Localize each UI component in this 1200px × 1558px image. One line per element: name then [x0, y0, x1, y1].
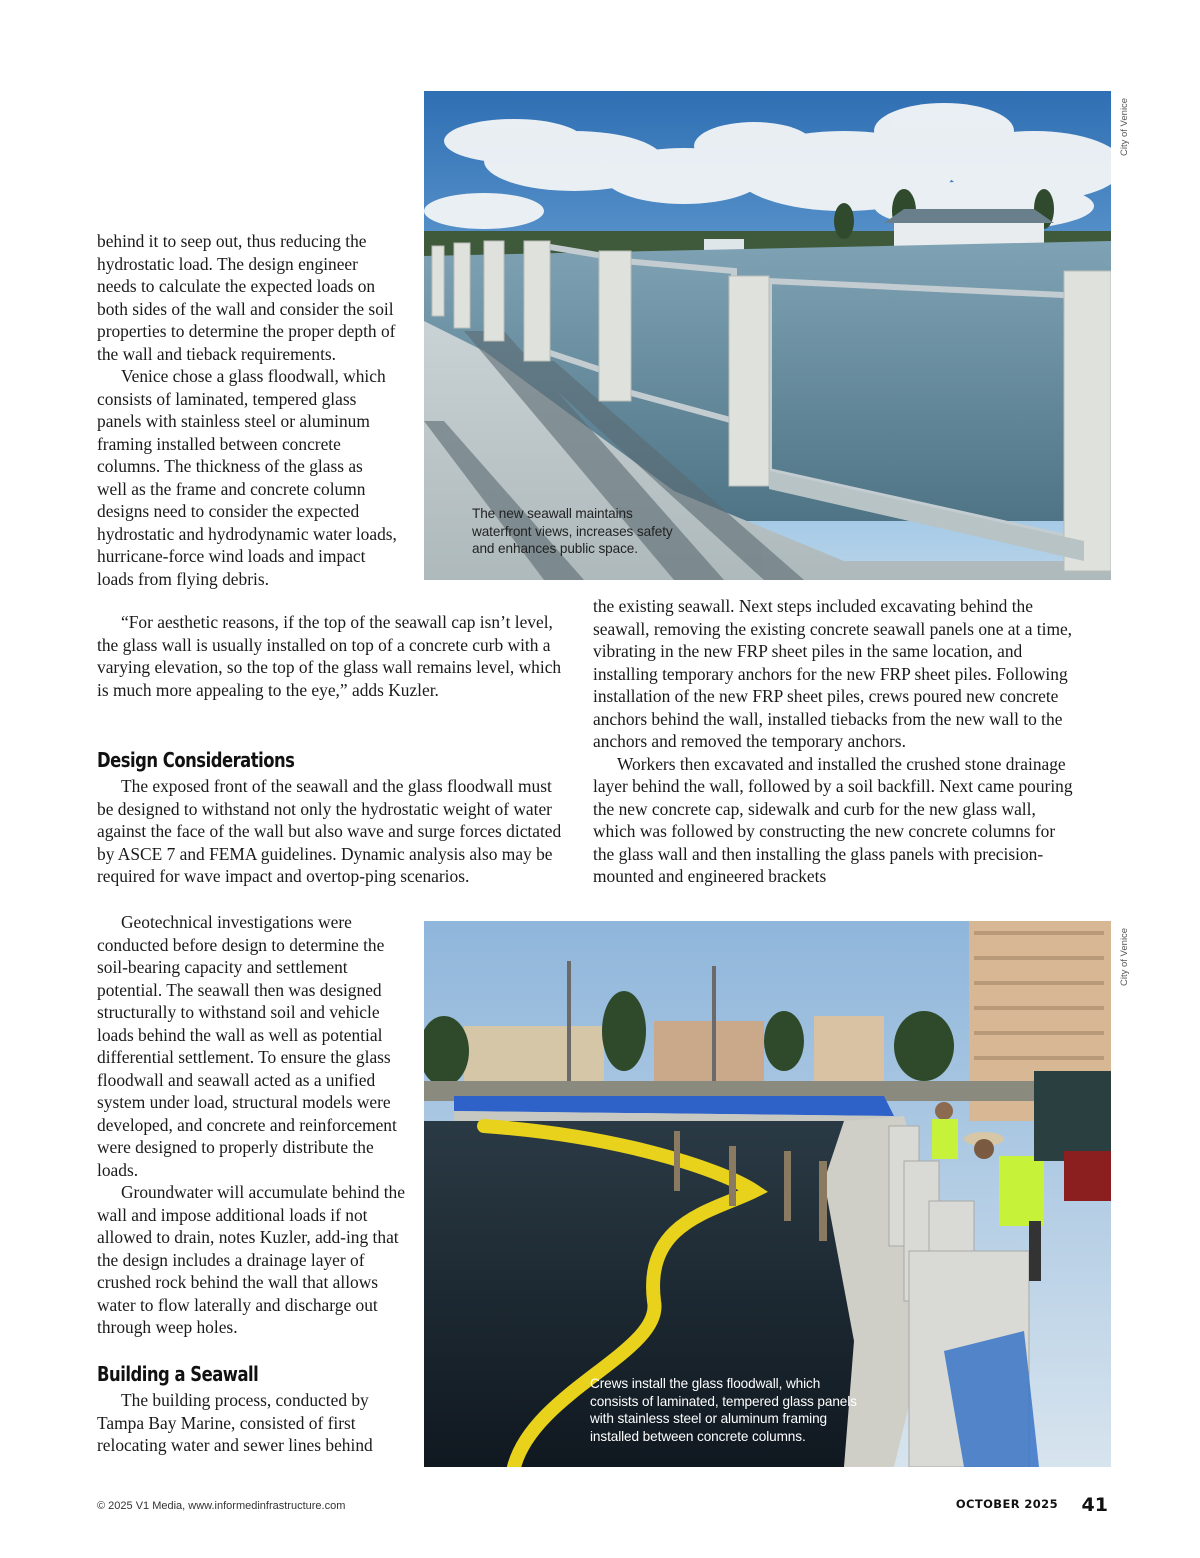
paragraph: behind it to seep out, thus reducing the hydrostatic load. The design engineer needs to calculate the expected loads on both sides of the wall and consider the soil properties to determine the proper depth of the wall and tieback requirements. — [97, 231, 396, 364]
copyright-notice: © 2025 V1 Media, www.informedinfrastructure.com — [97, 1500, 346, 1512]
paragraph: Geotechnical investigations were conducted before design to determine the soil-bearing capacity and settlement potential. The seawall then was designed structurally to withstand soil and vehicle loads behind the wall as well as potential differential settlement. To ensure the glass floodwall and seawall acted as a unified system under load, structural models were developed, and concrete and reinforcement were designed to properly distribute the loads. — [97, 912, 397, 1180]
article-body — [97, 1389, 407, 1457]
paragraph: “For aesthetic reasons, if the top of the seawall cap isn’t level, the glass wall is usually installed on top of a concrete curb with a varying elevation, so the top of the glass wall remains level, which is much more appealing to the eye,” adds Kuzler. — [97, 612, 562, 700]
photo-credit: City of Venice — [1119, 927, 1130, 986]
paragraph: Groundwater will accumulate behind the wall and impose additional loads if not allowed to drain, notes Kuzler, add-ing that the design includes a drainage layer of crushed rock behind the wall that allows water to flow laterally and discharge out through weep holes. — [97, 1182, 405, 1337]
photo-caption: The new seawall maintains waterfront views, increases safety and enhances public space. — [472, 506, 673, 556]
article-body — [97, 775, 572, 888]
section-heading: Building a Seawall — [97, 1362, 259, 1386]
article-body — [593, 595, 1078, 888]
photo-caption: Crews install the glass floodwall, which consists of laminated, tempered glass panels with stainless steel or aluminum framing installed between concrete columns. — [590, 1376, 857, 1444]
article-body — [97, 230, 397, 590]
folio — [956, 1494, 1108, 1516]
photo-credit: City of Venice — [1119, 97, 1130, 156]
page-number: 41 — [1081, 1494, 1108, 1516]
section-heading: Design Considerations — [97, 748, 295, 772]
article-body — [97, 911, 407, 1339]
paragraph: Workers then excavated and installed the crushed stone drainage layer behind the wall, followed by a soil backfill. Next came pouring the new concrete cap, sidewalk and curb for the new glass wall, which was followed by constructing the new concrete columns for the glass wall and then installing the glass panels with precision-mounted and engineered brackets — [593, 753, 1073, 886]
paragraph: Venice chose a glass floodwall, which consists of laminated, tempered glass panels with stainless steel or aluminum framing installed between concrete columns. The thickness of the glass as well as the frame and concrete column designs need to consider the expected hydrostatic and hydrodynamic water loads, hurricane-force wind loads and impact loads from flying debris. — [97, 366, 397, 589]
article-body — [97, 611, 572, 701]
paragraph: The exposed front of the seawall and the glass floodwall must be designed to withstand not only the hydrostatic weight of water against the face of the wall but also wave and surge forces dictated by ASCE 7 and FEMA guidelines. Dynamic analysis also may be required for wave impact and overtop-ping scenarios. — [97, 776, 562, 886]
paragraph: The building process, conducted by Tampa Bay Marine, consisted of first relocating water and sewer lines behind — [97, 1390, 373, 1455]
paragraph: the existing seawall. Next steps included excavating behind the seawall, removing the existing concrete seawall panels one at a time, vibrating in the new FRP sheet piles in the same location, and installing temporary anchors for the new FRP sheet piles. Following installation of the new FRP sheet piles, crews poured new concrete anchors behind the wall, installed tiebacks from the new wall to the anchors and removed the temporary anchors. — [593, 596, 1073, 751]
issue-date: OCTOBER 2025 — [955, 1497, 1058, 1511]
